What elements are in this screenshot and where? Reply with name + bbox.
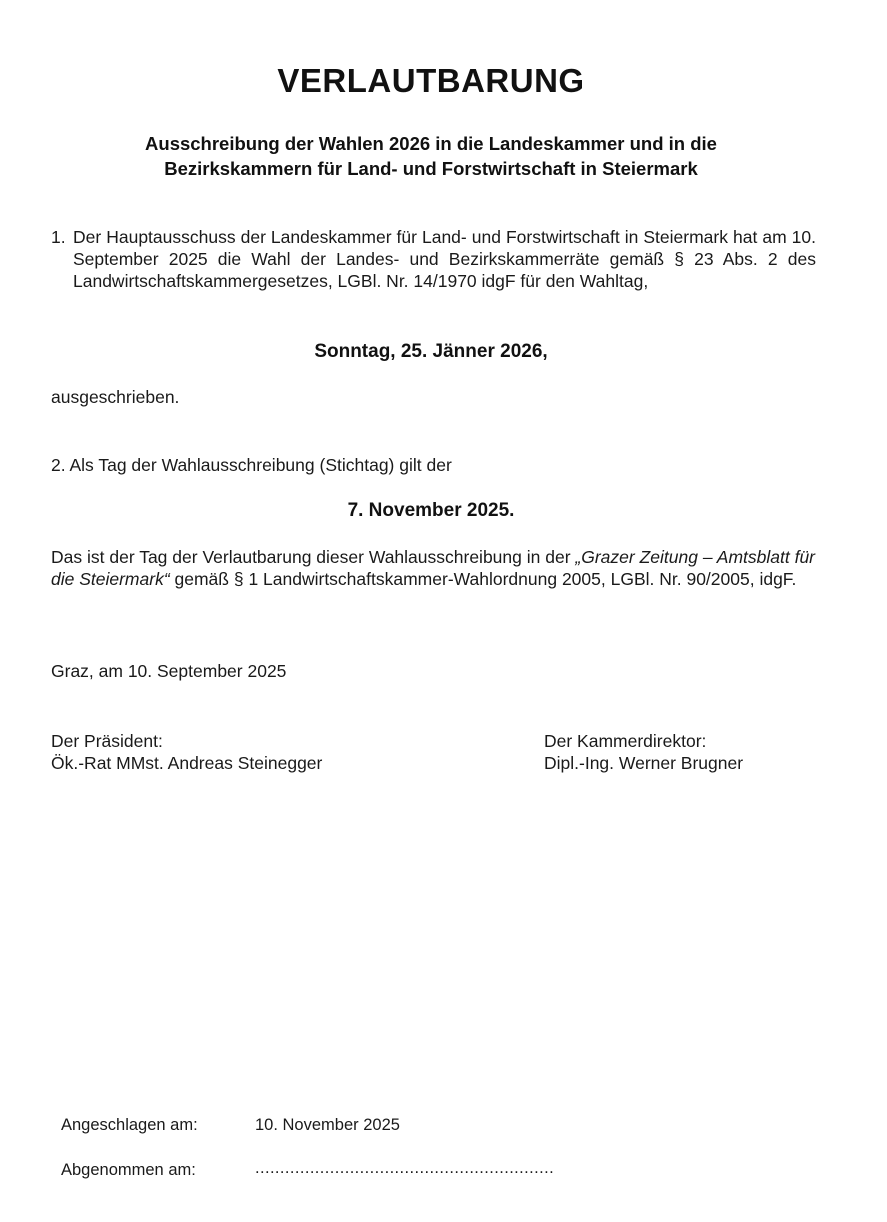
gazette-name: „Grazer Zeitung – Amtsblatt für die Steiermark“ — [51, 547, 816, 589]
election-date: Sonntag, 25. Jänner 2026, — [314, 341, 548, 362]
place-date: Graz, am 10. September 2025 — [51, 661, 287, 681]
signatory-role: Der Präsident: — [51, 731, 163, 751]
signatory-president — [51, 730, 322, 774]
signatory-role: Der Kammerdirektor: — [544, 731, 707, 751]
section-2-explanation — [51, 546, 815, 590]
signatory-name: Dipl.-Ing. Werner Brugner — [544, 753, 744, 773]
removed-label: Abgenommen am: — [61, 1161, 196, 1179]
cutoff-date: 7. November 2025. — [347, 500, 515, 521]
explanation-before: Das ist der Tag der Verlautbarung dieser Wahlausschreibung in der — [51, 547, 576, 567]
subtitle-line-2: Bezirkskammern für Land- und Forstwirtschaft in Steiermark — [164, 158, 698, 179]
section-1-text: Der Hauptausschuss der Landeskammer für Land- und Forstwirtschaft in Steiermark hat am 10. September 2025 die Wahl der Landes- und Bezirkskammerräte gemäß § 23 Abs. 2 des Landwirtschaftskammergesetzes, LGBl. Nr. 14/1970 idgF für den Wahltag, — [73, 227, 816, 291]
section-2-text: 2. Als Tag der Wahlausschreibung (Stichtag) gilt der — [51, 455, 452, 475]
posted-date: 10. November 2025 — [255, 1116, 400, 1134]
signatory-name: Ök.-Rat MMst. Andreas Steinegger — [51, 753, 323, 773]
posted-label: Angeschlagen am: — [61, 1116, 198, 1134]
section-1-closing: ausgeschrieben. — [51, 387, 180, 407]
signatory-director — [544, 730, 743, 774]
removed-date-blank: ............................................................ — [255, 1159, 555, 1177]
document-subtitle — [60, 131, 802, 181]
section-1-number: 1. — [51, 227, 66, 247]
subtitle-line-1: Ausschreibung der Wahlen 2026 in die Landeskammer und in die — [145, 133, 717, 154]
explanation-after: gemäß § 1 Landwirtschaftskammer-Wahlordnung 2005, LGBl. Nr. 90/2005, idgF. — [169, 569, 797, 589]
document-title: VERLAUTBARUNG — [277, 62, 585, 99]
section-1-paragraph — [51, 226, 816, 292]
